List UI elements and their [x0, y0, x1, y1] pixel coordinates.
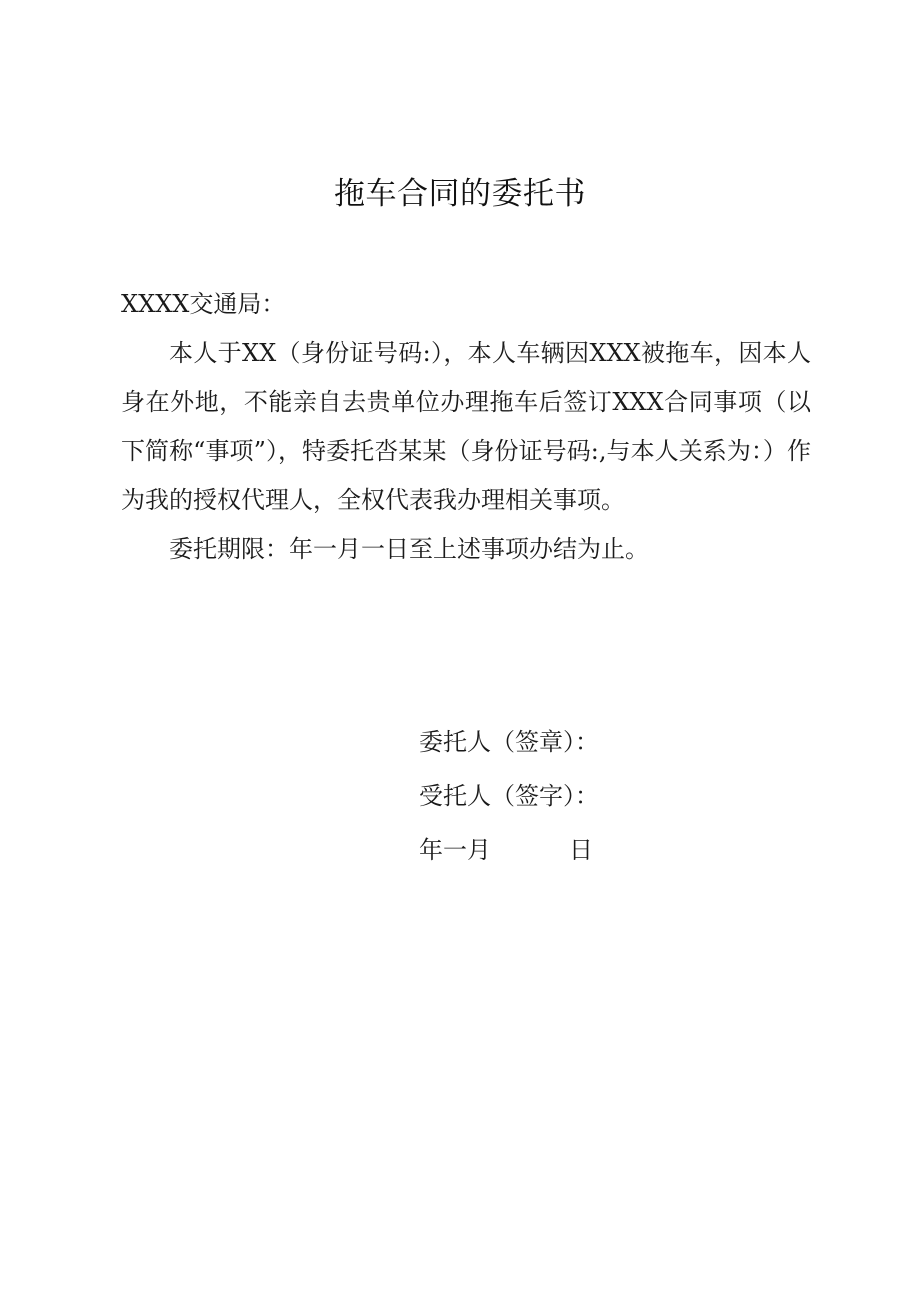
date-line — [419, 823, 599, 877]
document-title: 拖车合同的委托书 — [334, 176, 586, 212]
date-year-month: 年一月 — [419, 836, 491, 864]
date-day: 日 — [569, 836, 593, 864]
salutation: XXXX交通局： — [121, 290, 286, 318]
document-body — [121, 280, 811, 574]
paragraph-authorization: 本人于XX（身份证号码:），本人车辆因XXX被拖车，因本人身在外地，不能亲自去贵单位办理拖车后签订XXX合同事项（以下简称“事项”），特委托呇某某（身份证号码:,与本人关系为：）作为我的授权代理人，全权代表我办理相关事项。 — [121, 339, 811, 514]
principal-signature-line: 委托人（签章）： — [419, 728, 599, 756]
signature-block — [419, 715, 599, 877]
paragraph-term: 委托期限：年一月一日至上述事项办结为止。 — [169, 535, 649, 563]
agent-signature-line: 受托人（签字）： — [419, 782, 599, 810]
